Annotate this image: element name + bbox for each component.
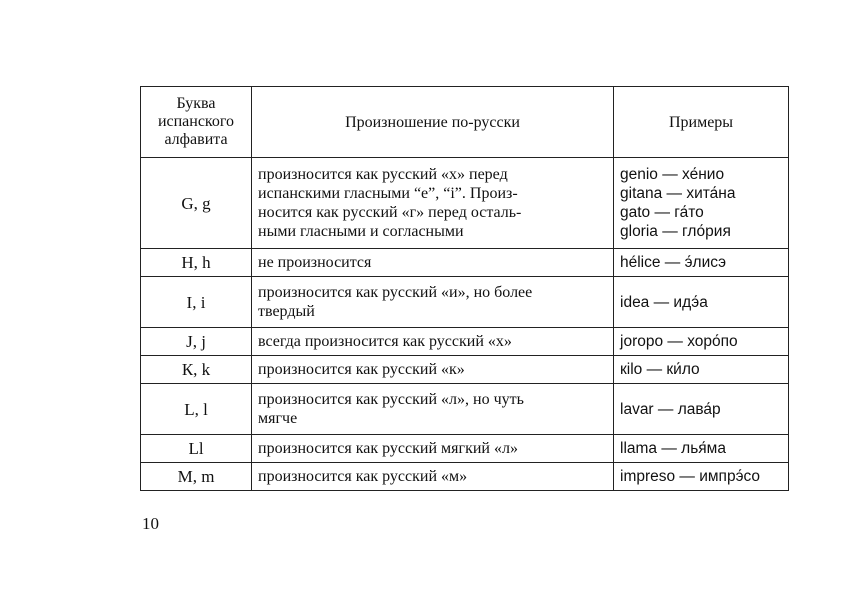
letter-cell: I, i	[141, 277, 252, 328]
pronunciation-cell	[252, 158, 614, 249]
letter-cell: К, k	[141, 356, 252, 384]
table-row	[141, 328, 789, 356]
examples-cell	[614, 158, 789, 249]
example-line: кilo — ки́ло	[620, 361, 700, 378]
desc-line: произносится как русский мягкий «л»	[258, 440, 518, 457]
examples-cell	[614, 463, 789, 491]
header-letter-line: испанского	[157, 113, 235, 130]
header-letter	[141, 87, 252, 158]
table-row	[141, 158, 789, 249]
letter-cell: L, l	[141, 384, 252, 435]
letter-cell: H, h	[141, 249, 252, 277]
page-number: 10	[142, 514, 159, 533]
table-row	[141, 356, 789, 384]
alphabet-table	[140, 86, 789, 491]
example-line: lavar — лава́р	[620, 400, 721, 418]
letter-cell: G, g	[141, 158, 252, 249]
letter-cell: M, m	[141, 463, 252, 491]
example-line: genio — хе́нио	[620, 166, 725, 183]
desc-line: испанскими гласными “e”, “i”. Произ-	[258, 185, 518, 202]
pronunciation-cell	[252, 249, 614, 277]
header-row	[141, 87, 789, 158]
examples-cell	[614, 356, 789, 384]
desc-line: носится как русский «г» перед осталь-	[258, 204, 522, 221]
header-examples: Примеры	[614, 87, 789, 158]
table-row	[141, 463, 789, 491]
desc-line: произносится как русский «х» перед	[258, 166, 508, 183]
example-line: gato — га́то	[620, 204, 704, 221]
table-row	[141, 435, 789, 463]
example-line: gloria — гло́рия	[620, 223, 731, 240]
pronunciation-cell	[252, 356, 614, 384]
letter-cell: J, j	[141, 328, 252, 356]
header-pronunciation: Произношение по-русски	[252, 87, 614, 158]
table-row	[141, 249, 789, 277]
desc-line: произносится как русский «л», но чуть	[258, 391, 524, 408]
example-line: hélice — э́лисэ	[620, 254, 727, 271]
desc-line: твердый	[258, 303, 315, 320]
examples-cell	[614, 384, 789, 435]
pronunciation-cell	[252, 328, 614, 356]
desc-line: всегда произносится как русский «х»	[258, 333, 512, 350]
pronunciation-cell	[252, 463, 614, 491]
header-letter-line: Буква	[176, 95, 216, 112]
desc-line: произносится как русский «к»	[258, 361, 465, 378]
desc-line: произносится как русский «м»	[258, 468, 468, 485]
header-letter-line: алфавита	[164, 131, 228, 148]
example-line: llama — лья́ма	[620, 440, 726, 457]
examples-cell	[614, 435, 789, 463]
letter-cell: Ll	[141, 435, 252, 463]
desc-line: произносится как русский «и», но более	[258, 284, 533, 301]
example-line: impreso — импрэ́со	[620, 468, 761, 485]
example-line: gitana — хита́на	[620, 185, 736, 202]
examples-cell	[614, 277, 789, 328]
desc-line: мягче	[258, 410, 298, 427]
pronunciation-cell	[252, 384, 614, 435]
example-line: joropo — хоро́по	[620, 333, 738, 350]
desc-line: ными гласными и согласными	[258, 223, 464, 240]
desc-line: не произносится	[258, 254, 372, 271]
table-row	[141, 277, 789, 328]
pronunciation-cell	[252, 277, 614, 328]
pronunciation-cell	[252, 435, 614, 463]
table-row	[141, 384, 789, 435]
examples-cell	[614, 249, 789, 277]
example-line: idea — идэ́а	[620, 293, 708, 311]
examples-cell	[614, 328, 789, 356]
